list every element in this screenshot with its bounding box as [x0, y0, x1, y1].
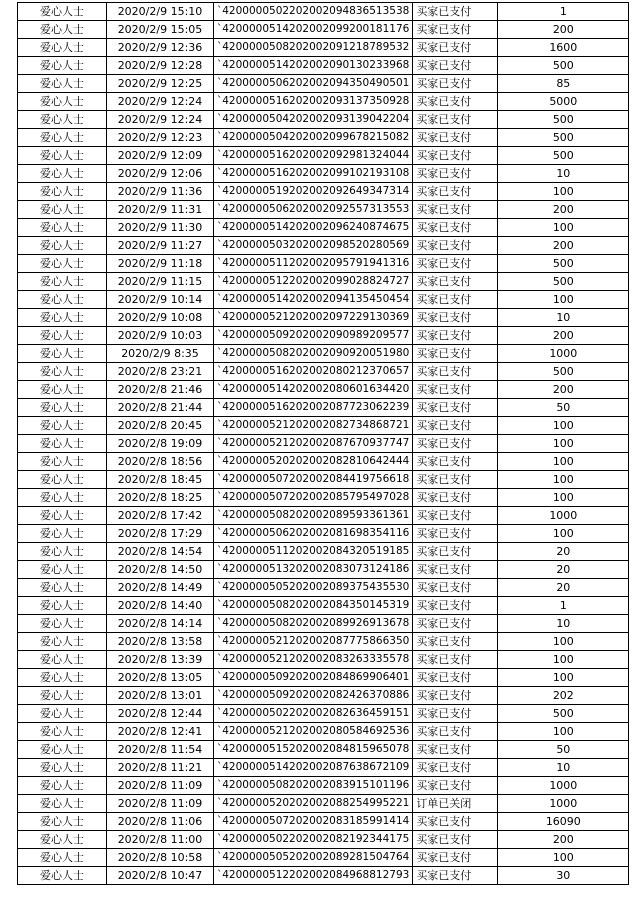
amount-cell: 1000: [498, 507, 629, 525]
table-row: [18, 471, 629, 489]
time-cell: 2020/2/9 10:08: [107, 309, 214, 327]
donor-name-cell: 爱心人士: [18, 489, 107, 507]
time-cell: 2020/2/8 21:46: [107, 381, 214, 399]
table-row: [18, 345, 629, 363]
status-cell: 买家已支付: [413, 453, 498, 471]
order-id-cell: `4200000502202002082192344175: [214, 831, 413, 849]
amount-cell: 100: [498, 453, 629, 471]
time-cell: 2020/2/8 13:05: [107, 669, 214, 687]
order-id-cell: `4200000521202002082734868721: [214, 417, 413, 435]
status-cell: 买家已支付: [413, 561, 498, 579]
amount-cell: 5000: [498, 93, 629, 111]
table-row: [18, 3, 629, 21]
table-row: [18, 291, 629, 309]
amount-cell: 100: [498, 651, 629, 669]
table-row: [18, 129, 629, 147]
order-id-cell: `4200000512202002099028824727: [214, 273, 413, 291]
time-cell: 2020/2/8 13:39: [107, 651, 214, 669]
status-cell: 买家已支付: [413, 3, 498, 21]
table-row: [18, 21, 629, 39]
table-body: [18, 3, 629, 885]
amount-cell: 200: [498, 21, 629, 39]
status-cell: 订单已关闭: [413, 795, 498, 813]
table-row: [18, 57, 629, 75]
amount-cell: 20: [498, 543, 629, 561]
status-cell: 买家已支付: [413, 777, 498, 795]
status-cell: 买家已支付: [413, 669, 498, 687]
time-cell: 2020/2/9 10:03: [107, 327, 214, 345]
amount-cell: 500: [498, 57, 629, 75]
status-cell: 买家已支付: [413, 867, 498, 885]
order-id-cell: `4200000506202002092557313553: [214, 201, 413, 219]
table-row: [18, 93, 629, 111]
donation-records-table: [17, 2, 629, 885]
time-cell: 2020/2/8 18:45: [107, 471, 214, 489]
status-cell: 买家已支付: [413, 75, 498, 93]
amount-cell: 200: [498, 237, 629, 255]
donor-name-cell: 爱心人士: [18, 165, 107, 183]
donor-name-cell: 爱心人士: [18, 3, 107, 21]
time-cell: 2020/2/9 11:27: [107, 237, 214, 255]
time-cell: 2020/2/8 21:44: [107, 399, 214, 417]
amount-cell: 200: [498, 381, 629, 399]
time-cell: 2020/2/8 19:09: [107, 435, 214, 453]
donor-name-cell: 爱心人士: [18, 363, 107, 381]
amount-cell: 100: [498, 291, 629, 309]
donor-name-cell: 爱心人士: [18, 669, 107, 687]
amount-cell: 202: [498, 687, 629, 705]
time-cell: 2020/2/8 14:54: [107, 543, 214, 561]
table-row: [18, 75, 629, 93]
status-cell: 买家已支付: [413, 21, 498, 39]
donor-name-cell: 爱心人士: [18, 849, 107, 867]
time-cell: 2020/2/8 20:45: [107, 417, 214, 435]
status-cell: 买家已支付: [413, 543, 498, 561]
time-cell: 2020/2/8 17:29: [107, 525, 214, 543]
time-cell: 2020/2/9 12:28: [107, 57, 214, 75]
amount-cell: 1000: [498, 777, 629, 795]
donor-name-cell: 爱心人士: [18, 21, 107, 39]
amount-cell: 200: [498, 831, 629, 849]
status-cell: 买家已支付: [413, 633, 498, 651]
status-cell: 买家已支付: [413, 381, 498, 399]
order-id-cell: `4200000514202002080601634420: [214, 381, 413, 399]
amount-cell: 500: [498, 111, 629, 129]
table-row: [18, 723, 629, 741]
table-row: [18, 849, 629, 867]
status-cell: 买家已支付: [413, 291, 498, 309]
status-cell: 买家已支付: [413, 57, 498, 75]
time-cell: 2020/2/9 12:25: [107, 75, 214, 93]
order-id-cell: `4200000504202002093139042204: [214, 111, 413, 129]
donor-name-cell: 爱心人士: [18, 183, 107, 201]
amount-cell: 100: [498, 417, 629, 435]
order-id-cell: `4200000516202002087723062239: [214, 399, 413, 417]
time-cell: 2020/2/8 11:09: [107, 795, 214, 813]
table-row: [18, 147, 629, 165]
table-row: [18, 669, 629, 687]
amount-cell: 100: [498, 525, 629, 543]
table-row: [18, 309, 629, 327]
donor-name-cell: 爱心人士: [18, 651, 107, 669]
order-id-cell: `4200000508202002083915101196: [214, 777, 413, 795]
status-cell: 买家已支付: [413, 237, 498, 255]
order-id-cell: `4200000515202002084815965078: [214, 741, 413, 759]
table-row: [18, 741, 629, 759]
status-cell: 买家已支付: [413, 129, 498, 147]
order-id-cell: `4200000502202002082636459151: [214, 705, 413, 723]
time-cell: 2020/2/8 14:14: [107, 615, 214, 633]
status-cell: 买家已支付: [413, 93, 498, 111]
table-row: [18, 795, 629, 813]
amount-cell: 100: [498, 183, 629, 201]
amount-cell: 100: [498, 489, 629, 507]
amount-cell: 50: [498, 741, 629, 759]
amount-cell: 1000: [498, 345, 629, 363]
amount-cell: 500: [498, 705, 629, 723]
amount-cell: 10: [498, 165, 629, 183]
order-id-cell: `4200000516202002080212370657: [214, 363, 413, 381]
donor-name-cell: 爱心人士: [18, 453, 107, 471]
time-cell: 2020/2/8 11:21: [107, 759, 214, 777]
time-cell: 2020/2/9 12:23: [107, 129, 214, 147]
donor-name-cell: 爱心人士: [18, 129, 107, 147]
status-cell: 买家已支付: [413, 687, 498, 705]
status-cell: 买家已支付: [413, 147, 498, 165]
order-id-cell: `4200000509202002090989209577: [214, 327, 413, 345]
status-cell: 买家已支付: [413, 489, 498, 507]
table-row: [18, 255, 629, 273]
status-cell: 买家已支付: [413, 183, 498, 201]
donor-name-cell: 爱心人士: [18, 309, 107, 327]
status-cell: 买家已支付: [413, 651, 498, 669]
amount-cell: 10: [498, 615, 629, 633]
order-id-cell: `4200000504202002099678215082: [214, 129, 413, 147]
table-row: [18, 579, 629, 597]
time-cell: 2020/2/8 11:54: [107, 741, 214, 759]
time-cell: 2020/2/9 12:06: [107, 165, 214, 183]
amount-cell: 50: [498, 399, 629, 417]
amount-cell: 30: [498, 867, 629, 885]
table-row: [18, 777, 629, 795]
time-cell: 2020/2/9 12:24: [107, 93, 214, 111]
status-cell: 买家已支付: [413, 309, 498, 327]
amount-cell: 200: [498, 327, 629, 345]
donor-name-cell: 爱心人士: [18, 381, 107, 399]
amount-cell: 1: [498, 597, 629, 615]
table-row: [18, 453, 629, 471]
donor-name-cell: 爱心人士: [18, 507, 107, 525]
amount-cell: 1000: [498, 795, 629, 813]
amount-cell: 500: [498, 129, 629, 147]
order-id-cell: `4200000521202002087670937747: [214, 435, 413, 453]
time-cell: 2020/2/8 10:47: [107, 867, 214, 885]
donor-name-cell: 爱心人士: [18, 93, 107, 111]
table-row: [18, 417, 629, 435]
table-row: [18, 597, 629, 615]
table-row: [18, 561, 629, 579]
donor-name-cell: 爱心人士: [18, 255, 107, 273]
order-id-cell: `4200000520202002082810642444: [214, 453, 413, 471]
table-row: [18, 381, 629, 399]
time-cell: 2020/2/9 11:36: [107, 183, 214, 201]
table-row: [18, 813, 629, 831]
order-id-cell: `4200000512202002084968812793: [214, 867, 413, 885]
time-cell: 2020/2/8 17:42: [107, 507, 214, 525]
donor-name-cell: 爱心人士: [18, 417, 107, 435]
donor-name-cell: 爱心人士: [18, 831, 107, 849]
order-id-cell: `4200000511202002084320519185: [214, 543, 413, 561]
donor-name-cell: 爱心人士: [18, 705, 107, 723]
table-row: [18, 507, 629, 525]
amount-cell: 100: [498, 471, 629, 489]
time-cell: 2020/2/9 12:24: [107, 111, 214, 129]
amount-cell: 100: [498, 849, 629, 867]
table-row: [18, 219, 629, 237]
order-id-cell: `4200000508202002090920051980: [214, 345, 413, 363]
donor-name-cell: 爱心人士: [18, 147, 107, 165]
status-cell: 买家已支付: [413, 201, 498, 219]
donor-name-cell: 爱心人士: [18, 615, 107, 633]
donor-name-cell: 爱心人士: [18, 57, 107, 75]
amount-cell: 1: [498, 3, 629, 21]
donor-name-cell: 爱心人士: [18, 327, 107, 345]
donor-name-cell: 爱心人士: [18, 579, 107, 597]
table-row: [18, 39, 629, 57]
donor-name-cell: 爱心人士: [18, 741, 107, 759]
status-cell: 买家已支付: [413, 39, 498, 57]
order-id-cell: `4200000521202002080584692536: [214, 723, 413, 741]
donor-name-cell: 爱心人士: [18, 345, 107, 363]
donor-name-cell: 爱心人士: [18, 597, 107, 615]
time-cell: 2020/2/8 11:00: [107, 831, 214, 849]
time-cell: 2020/2/8 13:58: [107, 633, 214, 651]
order-id-cell: `4200000514202002094135450454: [214, 291, 413, 309]
order-id-cell: `4200000505202002089281504764: [214, 849, 413, 867]
donor-name-cell: 爱心人士: [18, 525, 107, 543]
donor-name-cell: 爱心人士: [18, 561, 107, 579]
order-id-cell: `4200000503202002098520280569: [214, 237, 413, 255]
donor-name-cell: 爱心人士: [18, 633, 107, 651]
time-cell: 2020/2/9 12:09: [107, 147, 214, 165]
table-row: [18, 759, 629, 777]
time-cell: 2020/2/9 11:18: [107, 255, 214, 273]
donor-name-cell: 爱心人士: [18, 75, 107, 93]
order-id-cell: `4200000514202002099200181176: [214, 21, 413, 39]
donor-name-cell: 爱心人士: [18, 399, 107, 417]
time-cell: 2020/2/9 11:15: [107, 273, 214, 291]
status-cell: 买家已支付: [413, 705, 498, 723]
time-cell: 2020/2/8 10:58: [107, 849, 214, 867]
order-id-cell: `4200000502202002094836513538: [214, 3, 413, 21]
order-id-cell: `4200000508202002089926913678: [214, 615, 413, 633]
donor-name-cell: 爱心人士: [18, 867, 107, 885]
time-cell: 2020/2/9 10:14: [107, 291, 214, 309]
table-row: [18, 489, 629, 507]
status-cell: 买家已支付: [413, 759, 498, 777]
table-row: [18, 237, 629, 255]
status-cell: 买家已支付: [413, 507, 498, 525]
table-row: [18, 543, 629, 561]
order-id-cell: `4200000519202002092649347314: [214, 183, 413, 201]
donor-name-cell: 爱心人士: [18, 273, 107, 291]
donor-name-cell: 爱心人士: [18, 111, 107, 129]
amount-cell: 20: [498, 579, 629, 597]
order-id-cell: `4200000507202002083185991414: [214, 813, 413, 831]
amount-cell: 10: [498, 759, 629, 777]
table-row: [18, 687, 629, 705]
donor-name-cell: 爱心人士: [18, 435, 107, 453]
status-cell: 买家已支付: [413, 597, 498, 615]
amount-cell: 20: [498, 561, 629, 579]
order-id-cell: `4200000507202002084419756618: [214, 471, 413, 489]
time-cell: 2020/2/8 11:09: [107, 777, 214, 795]
donor-name-cell: 爱心人士: [18, 813, 107, 831]
status-cell: 买家已支付: [413, 363, 498, 381]
time-cell: 2020/2/8 12:44: [107, 705, 214, 723]
status-cell: 买家已支付: [413, 327, 498, 345]
order-id-cell: `4200000514202002090130233968: [214, 57, 413, 75]
status-cell: 买家已支付: [413, 219, 498, 237]
order-id-cell: `4200000508202002084350145319: [214, 597, 413, 615]
amount-cell: 85: [498, 75, 629, 93]
amount-cell: 500: [498, 363, 629, 381]
donor-name-cell: 爱心人士: [18, 219, 107, 237]
table-row: [18, 525, 629, 543]
order-id-cell: `4200000516202002093137350928: [214, 93, 413, 111]
order-id-cell: `4200000509202002082426370886: [214, 687, 413, 705]
status-cell: 买家已支付: [413, 579, 498, 597]
status-cell: 买家已支付: [413, 345, 498, 363]
time-cell: 2020/2/8 11:06: [107, 813, 214, 831]
status-cell: 买家已支付: [413, 849, 498, 867]
time-cell: 2020/2/9 11:31: [107, 201, 214, 219]
donor-name-cell: 爱心人士: [18, 471, 107, 489]
time-cell: 2020/2/9 15:10: [107, 3, 214, 21]
status-cell: 买家已支付: [413, 273, 498, 291]
time-cell: 2020/2/9 11:30: [107, 219, 214, 237]
table-row: [18, 633, 629, 651]
amount-cell: 100: [498, 435, 629, 453]
status-cell: 买家已支付: [413, 741, 498, 759]
donor-name-cell: 爱心人士: [18, 723, 107, 741]
table-row: [18, 831, 629, 849]
order-id-cell: `4200000506202002081698354116: [214, 525, 413, 543]
time-cell: 2020/2/8 12:41: [107, 723, 214, 741]
time-cell: 2020/2/8 14:49: [107, 579, 214, 597]
order-id-cell: `4200000516202002092981324044: [214, 147, 413, 165]
donor-name-cell: 爱心人士: [18, 687, 107, 705]
time-cell: 2020/2/8 13:01: [107, 687, 214, 705]
amount-cell: 500: [498, 273, 629, 291]
table-row: [18, 165, 629, 183]
amount-cell: 10: [498, 309, 629, 327]
time-cell: 2020/2/8 18:25: [107, 489, 214, 507]
time-cell: 2020/2/9 15:05: [107, 21, 214, 39]
donor-name-cell: 爱心人士: [18, 543, 107, 561]
order-id-cell: `4200000506202002094350490501: [214, 75, 413, 93]
table-row: [18, 651, 629, 669]
order-id-cell: `4200000507202002085795497028: [214, 489, 413, 507]
time-cell: 2020/2/8 23:21: [107, 363, 214, 381]
status-cell: 买家已支付: [413, 165, 498, 183]
status-cell: 买家已支付: [413, 255, 498, 273]
amount-cell: 100: [498, 219, 629, 237]
order-id-cell: `4200000520202002088254995221: [214, 795, 413, 813]
order-id-cell: `4200000513202002083073124186: [214, 561, 413, 579]
time-cell: 2020/2/9 12:36: [107, 39, 214, 57]
amount-cell: 100: [498, 633, 629, 651]
table-row: [18, 399, 629, 417]
table-row: [18, 867, 629, 885]
order-id-cell: `4200000508202002089593361361: [214, 507, 413, 525]
status-cell: 买家已支付: [413, 399, 498, 417]
order-id-cell: `4200000521202002097229130369: [214, 309, 413, 327]
order-id-cell: `4200000511202002095791941316: [214, 255, 413, 273]
table-row: [18, 273, 629, 291]
amount-cell: 100: [498, 723, 629, 741]
amount-cell: 500: [498, 255, 629, 273]
status-cell: 买家已支付: [413, 813, 498, 831]
status-cell: 买家已支付: [413, 417, 498, 435]
table-row: [18, 615, 629, 633]
table-row: [18, 705, 629, 723]
donor-name-cell: 爱心人士: [18, 777, 107, 795]
donor-name-cell: 爱心人士: [18, 39, 107, 57]
order-id-cell: `4200000521202002083263335578: [214, 651, 413, 669]
order-id-cell: `4200000508202002091218789532: [214, 39, 413, 57]
time-cell: 2020/2/8 14:50: [107, 561, 214, 579]
order-id-cell: `4200000505202002089375435530: [214, 579, 413, 597]
status-cell: 买家已支付: [413, 435, 498, 453]
order-id-cell: `4200000509202002084869906401: [214, 669, 413, 687]
donor-name-cell: 爱心人士: [18, 759, 107, 777]
table-row: [18, 201, 629, 219]
donor-name-cell: 爱心人士: [18, 291, 107, 309]
status-cell: 买家已支付: [413, 111, 498, 129]
time-cell: 2020/2/8 18:56: [107, 453, 214, 471]
order-id-cell: `4200000516202002099102193108: [214, 165, 413, 183]
table-row: [18, 111, 629, 129]
order-id-cell: `4200000514202002087638672109: [214, 759, 413, 777]
table-row: [18, 327, 629, 345]
table-row: [18, 183, 629, 201]
time-cell: 2020/2/9 8:35: [107, 345, 214, 363]
status-cell: 买家已支付: [413, 831, 498, 849]
donor-name-cell: 爱心人士: [18, 237, 107, 255]
status-cell: 买家已支付: [413, 723, 498, 741]
status-cell: 买家已支付: [413, 471, 498, 489]
amount-cell: 100: [498, 669, 629, 687]
amount-cell: 500: [498, 147, 629, 165]
donor-name-cell: 爱心人士: [18, 201, 107, 219]
donor-name-cell: 爱心人士: [18, 795, 107, 813]
order-id-cell: `4200000521202002087775866350: [214, 633, 413, 651]
status-cell: 买家已支付: [413, 615, 498, 633]
amount-cell: 16090: [498, 813, 629, 831]
time-cell: 2020/2/8 14:40: [107, 597, 214, 615]
table-row: [18, 435, 629, 453]
table-row: [18, 363, 629, 381]
amount-cell: 200: [498, 201, 629, 219]
order-id-cell: `4200000514202002096240874675: [214, 219, 413, 237]
status-cell: 买家已支付: [413, 525, 498, 543]
amount-cell: 1600: [498, 39, 629, 57]
